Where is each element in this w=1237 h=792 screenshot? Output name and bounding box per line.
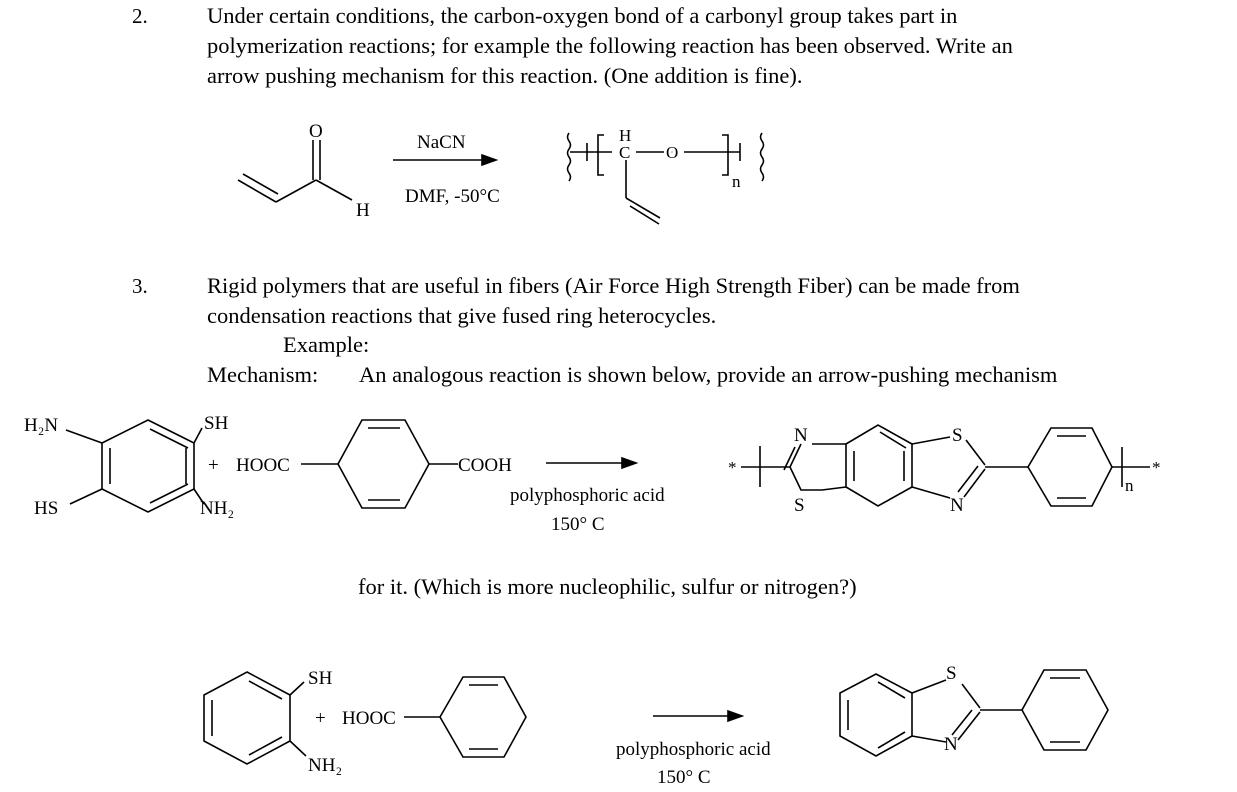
label-sh-1: SH xyxy=(204,413,229,434)
problem-3-line-2: condensation reactions that give fused ring heterocycles. xyxy=(207,303,717,328)
label-hooc-1: HOOC xyxy=(236,455,290,476)
problem-2-line-3: arrow pushing mechanism for this reaction. (One addition is fine). xyxy=(207,63,803,88)
plus-sign-1: + xyxy=(208,455,219,476)
problem-2-number: 2. xyxy=(132,4,148,28)
label-nh2-2: NH₂ xyxy=(308,755,343,776)
conditions-1-line-2: 150° C xyxy=(551,514,605,535)
reagent-nacn: NaCN xyxy=(417,132,466,153)
problem-3-number: 3. xyxy=(132,274,148,298)
conditions-2-line-1: polyphosphoric acid xyxy=(616,739,771,760)
aminothiophenol-structure xyxy=(204,672,306,764)
conditions-1-line-1: polyphosphoric acid xyxy=(510,485,665,506)
polymer-carbon-label: C xyxy=(619,143,631,162)
phenylbenzothiazole-structure xyxy=(840,670,1108,756)
example-label: Example: xyxy=(283,332,370,357)
label-sh-2: SH xyxy=(308,668,333,689)
plus-sign-2: + xyxy=(315,708,326,729)
product-n-bottom: N xyxy=(950,495,964,516)
product-s-bottom: S xyxy=(794,495,805,516)
reaction-arrow-3 xyxy=(653,711,742,721)
product-n-top: N xyxy=(794,425,808,446)
benzoic-acid-structure xyxy=(404,677,526,757)
benzothiazole-n-label: N xyxy=(944,734,958,755)
product-s-top: S xyxy=(952,425,963,446)
label-hs: HS xyxy=(34,498,59,519)
mechanism-text: An analogous reaction is shown below, provide an arrow-pushing mechanism xyxy=(359,362,1058,387)
acrolein-oxygen-label: O xyxy=(309,121,323,142)
polymer-oxygen-label: O xyxy=(666,143,679,162)
polymer-repeat-n-2: n xyxy=(1125,476,1134,495)
problem-2-line-2: polymerization reactions; for example the following reaction has been observed. Write an xyxy=(207,33,1013,58)
conditions-2-line-2: 150° C xyxy=(657,767,711,788)
polymer-end-star-right: * xyxy=(1152,458,1161,477)
polymer-end-star-left: * xyxy=(728,458,737,477)
label-h2n: H₂N xyxy=(24,415,59,436)
reagent-dmf-temp: DMF, -50°C xyxy=(405,186,500,207)
label-hooc-2: HOOC xyxy=(342,708,396,729)
polymer-hydrogen-label: H xyxy=(619,126,632,145)
problem-3-line-1: Rigid polymers that are useful in fibers (Air Force High Strength Fiber) can be made from xyxy=(207,273,1020,298)
problem-2-line-1: Under certain conditions, the carbon-oxygen bond of a carbonyl group takes part in xyxy=(207,3,958,28)
label-cooh: COOH xyxy=(458,455,512,476)
acrolein-hydrogen-label: H xyxy=(356,200,370,221)
mechanism-label: Mechanism: xyxy=(207,362,319,387)
polymer-repeat-n: n xyxy=(732,172,741,191)
benzothiazole-s-label: S xyxy=(946,663,957,684)
continuation-text: for it. (Which is more nucleophilic, sulfur or nitrogen?) xyxy=(358,574,857,599)
label-nh2-1: NH₂ xyxy=(200,498,235,519)
